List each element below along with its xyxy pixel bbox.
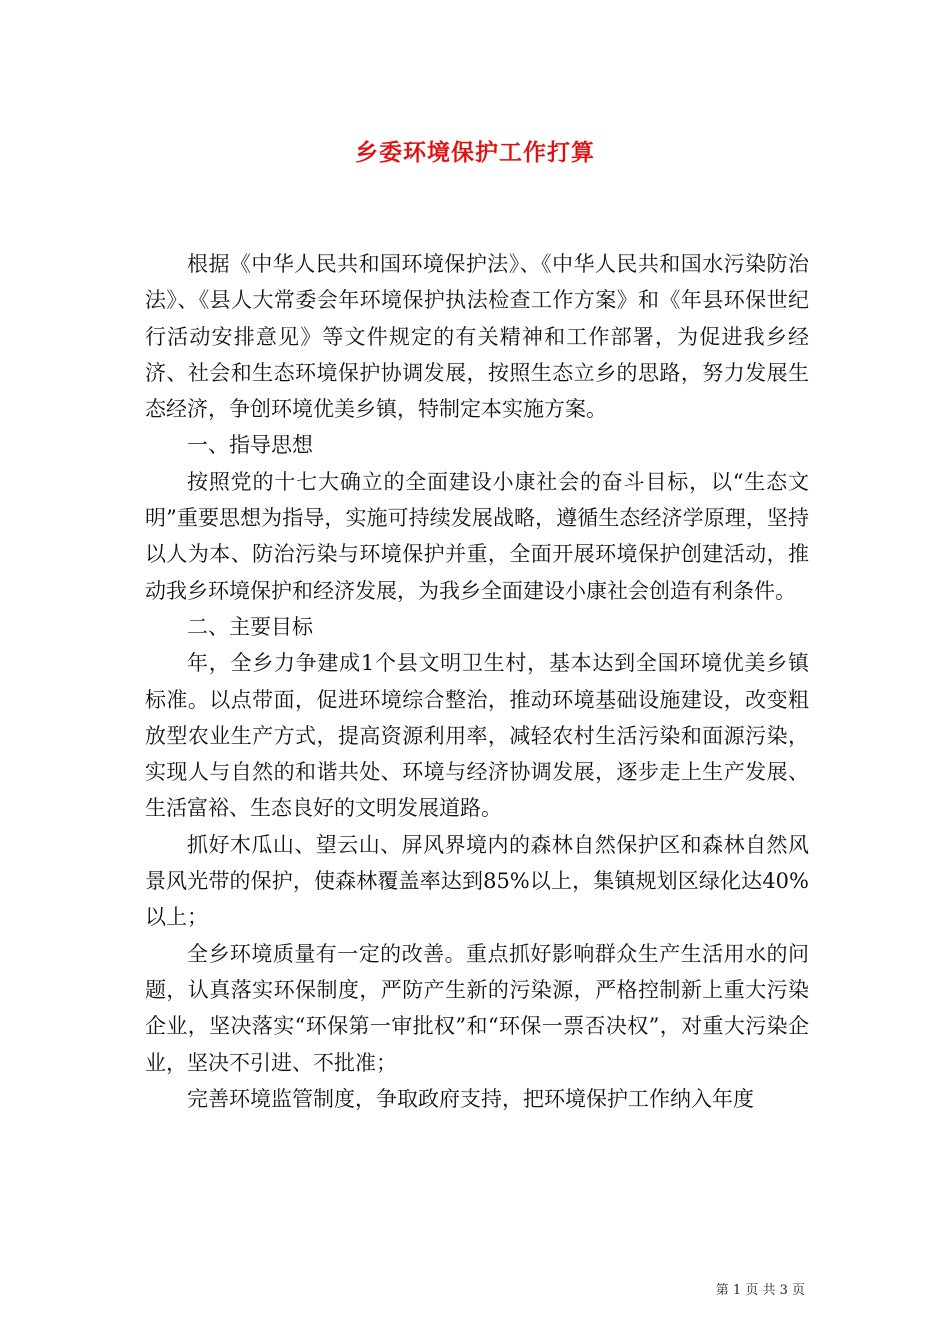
paragraph-main-goals: 年，全乡力争建成1个县文明卫生村，基本达到全国环境优美乡镇标准。以点带面，促进环境综合整治，推动环境基础设施建设，改变粗放型农业生产方式，提高资源利用率，减轻农村生活污染和面源污染，实现人与自然的和谐共处、环境与经济协调发展，逐步走上生产发展、生活富裕、生态良好的文明发展道路。 xyxy=(145,651,809,821)
page-number: 第 1 页 共 3 页 xyxy=(715,1283,805,1298)
paragraph-supervision: 完善环境监管制度，争取政府支持，把环境保护工作纳入年度 xyxy=(187,1086,754,1111)
paragraph-intro: 根据《中华人民共和国环境保护法》、《中华人民共和国水污染防治法》、《县人大常委会年环境保护执法检查工作方案》和《年县环保世纪行活动安排意见》等文件规定的有关精神和工作部署，为促进我乡经济、社会和生态环境保护协调发展，按照生态立乡的思路，努力发展生态经济，争创环境优美乡镇，特制定本实施方案。 xyxy=(145,252,809,422)
section-heading-guiding-thought: 一、指导思想 xyxy=(187,433,313,458)
paragraph-forest-protection: 抓好木瓜山、望云山、屏风界境内的森林自然保护区和森林自然风景风光带的保护，使森林覆盖率达到85%以上，集镇规划区绿化达40%以上； xyxy=(145,832,809,930)
section-heading-main-goals: 二、主要目标 xyxy=(187,614,313,639)
paragraph-environment-quality: 全乡环境质量有一定的改善。重点抓好影响群众生产生活用水的问题，认真落实环保制度，严防产生新的污染源，严格控制新上重大污染企业，坚决落实“环保第一审批权”和“环保一票否决权”，对重大污染企业，坚决不引进、不批准； xyxy=(145,941,809,1075)
paragraph-guiding-thought: 按照党的十七大确立的全面建设小康社会的奋斗目标，以“生态文明”重要思想为指导，实施可持续发展战略，遵循生态经济学原理，坚持以人为本、防治污染与环境保护并重，全面开展环境保护创建活动，推动我乡环境保护和经济发展，为我乡全面建设小康社会创造有利条件。 xyxy=(145,469,809,603)
document-title: 乡委环境保护工作打算 xyxy=(355,140,595,166)
document-body xyxy=(145,246,809,1117)
